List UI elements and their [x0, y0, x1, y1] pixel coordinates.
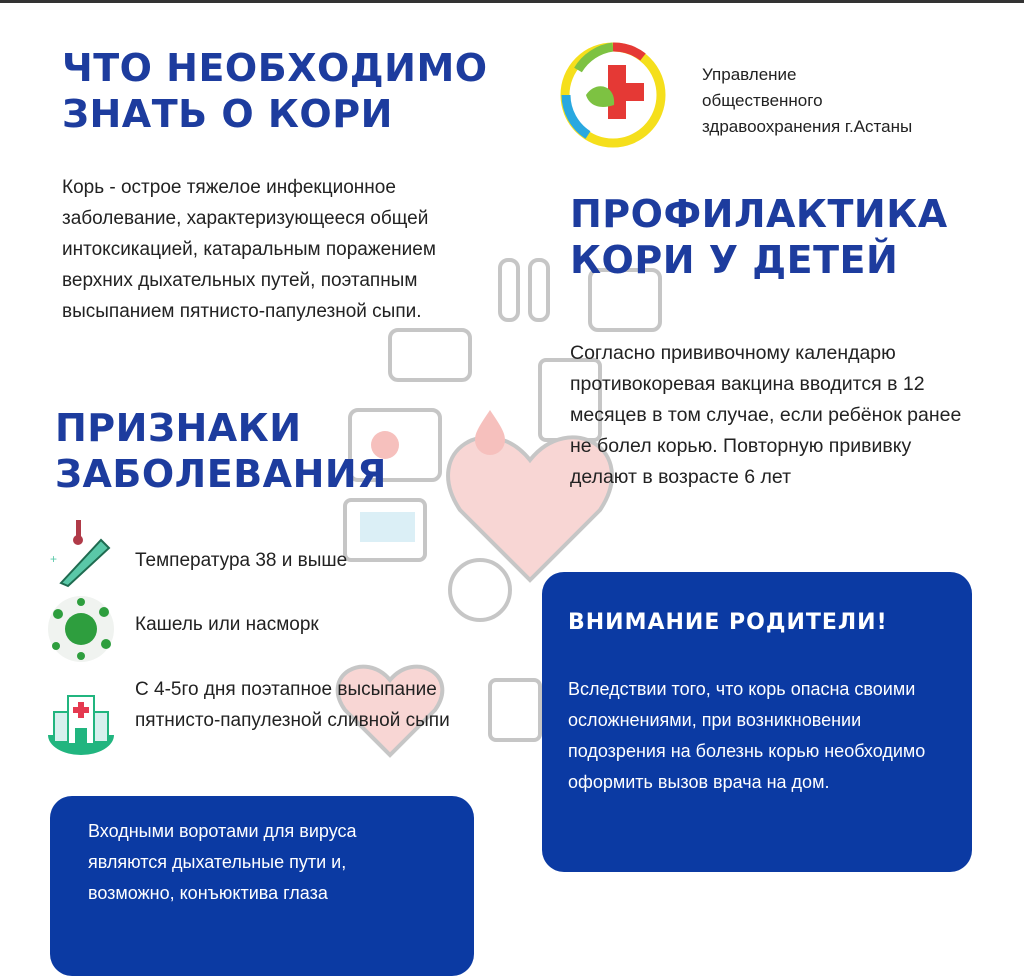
top-border [0, 0, 1024, 3]
intro-text: Корь - острое тяжелое инфекционное заболевание, характеризующееся общей интоксикацией, катаральным поражением верхних дыхательных путей, поэтапным высыпанием пятнисто-папулезной сыпи. [62, 177, 436, 322]
org-line: здравоохранения г.Астаны [702, 117, 913, 136]
attention-text: Вследствии того, что корь опасна своими осложнениями, при возникновении подозрения на болезнь корью необходимо оформить вызов врача на дом. [568, 679, 926, 792]
prevention-text: Согласно прививочному календарю противокоревая вакцина вводится в 12 месяцев в том случае, если ребёнок ранее не болел корью. Повторную прививку делают в возрасте 6 лет [570, 342, 962, 488]
title-line: ПРОФИЛАКТИКА [570, 192, 948, 236]
title-line: ЗНАТЬ О КОРИ [62, 91, 393, 136]
symptom-text: Температура 38 и выше [135, 550, 348, 571]
title-line: ПРИЗНАКИ [55, 406, 302, 450]
thermometer-icon [46, 518, 116, 588]
logo-icon [558, 40, 668, 150]
prevention-title [570, 192, 948, 283]
symptoms-title [55, 406, 387, 497]
organization-name [702, 62, 912, 140]
attention-title: ВНИМАНИЕ РОДИТЕЛИ! [568, 610, 888, 635]
gateway-box [50, 796, 474, 976]
virus-icon [46, 594, 116, 664]
title-line: КОРИ У ДЕТЕЙ [570, 237, 899, 282]
org-line: Управление [702, 65, 797, 84]
title-line: ЧТО НЕОБХОДИМО [62, 46, 488, 90]
symptom-text: Кашель или насморк [135, 614, 319, 635]
hospital-icon [46, 690, 116, 756]
svg-text:+: + [50, 552, 58, 566]
gateway-text: Входными воротами для вируса являются дыхательные пути и, возможно, конъюктива глаза [88, 821, 357, 903]
symptom-text: С 4-5го дня поэтапное высыпание пятнисто-папулезной сливной сыпи [135, 679, 450, 731]
title-line: ЗАБОЛЕВАНИЯ [55, 451, 387, 496]
org-line: общественного [702, 91, 823, 110]
page-title [62, 46, 488, 137]
attention-box [542, 572, 972, 872]
